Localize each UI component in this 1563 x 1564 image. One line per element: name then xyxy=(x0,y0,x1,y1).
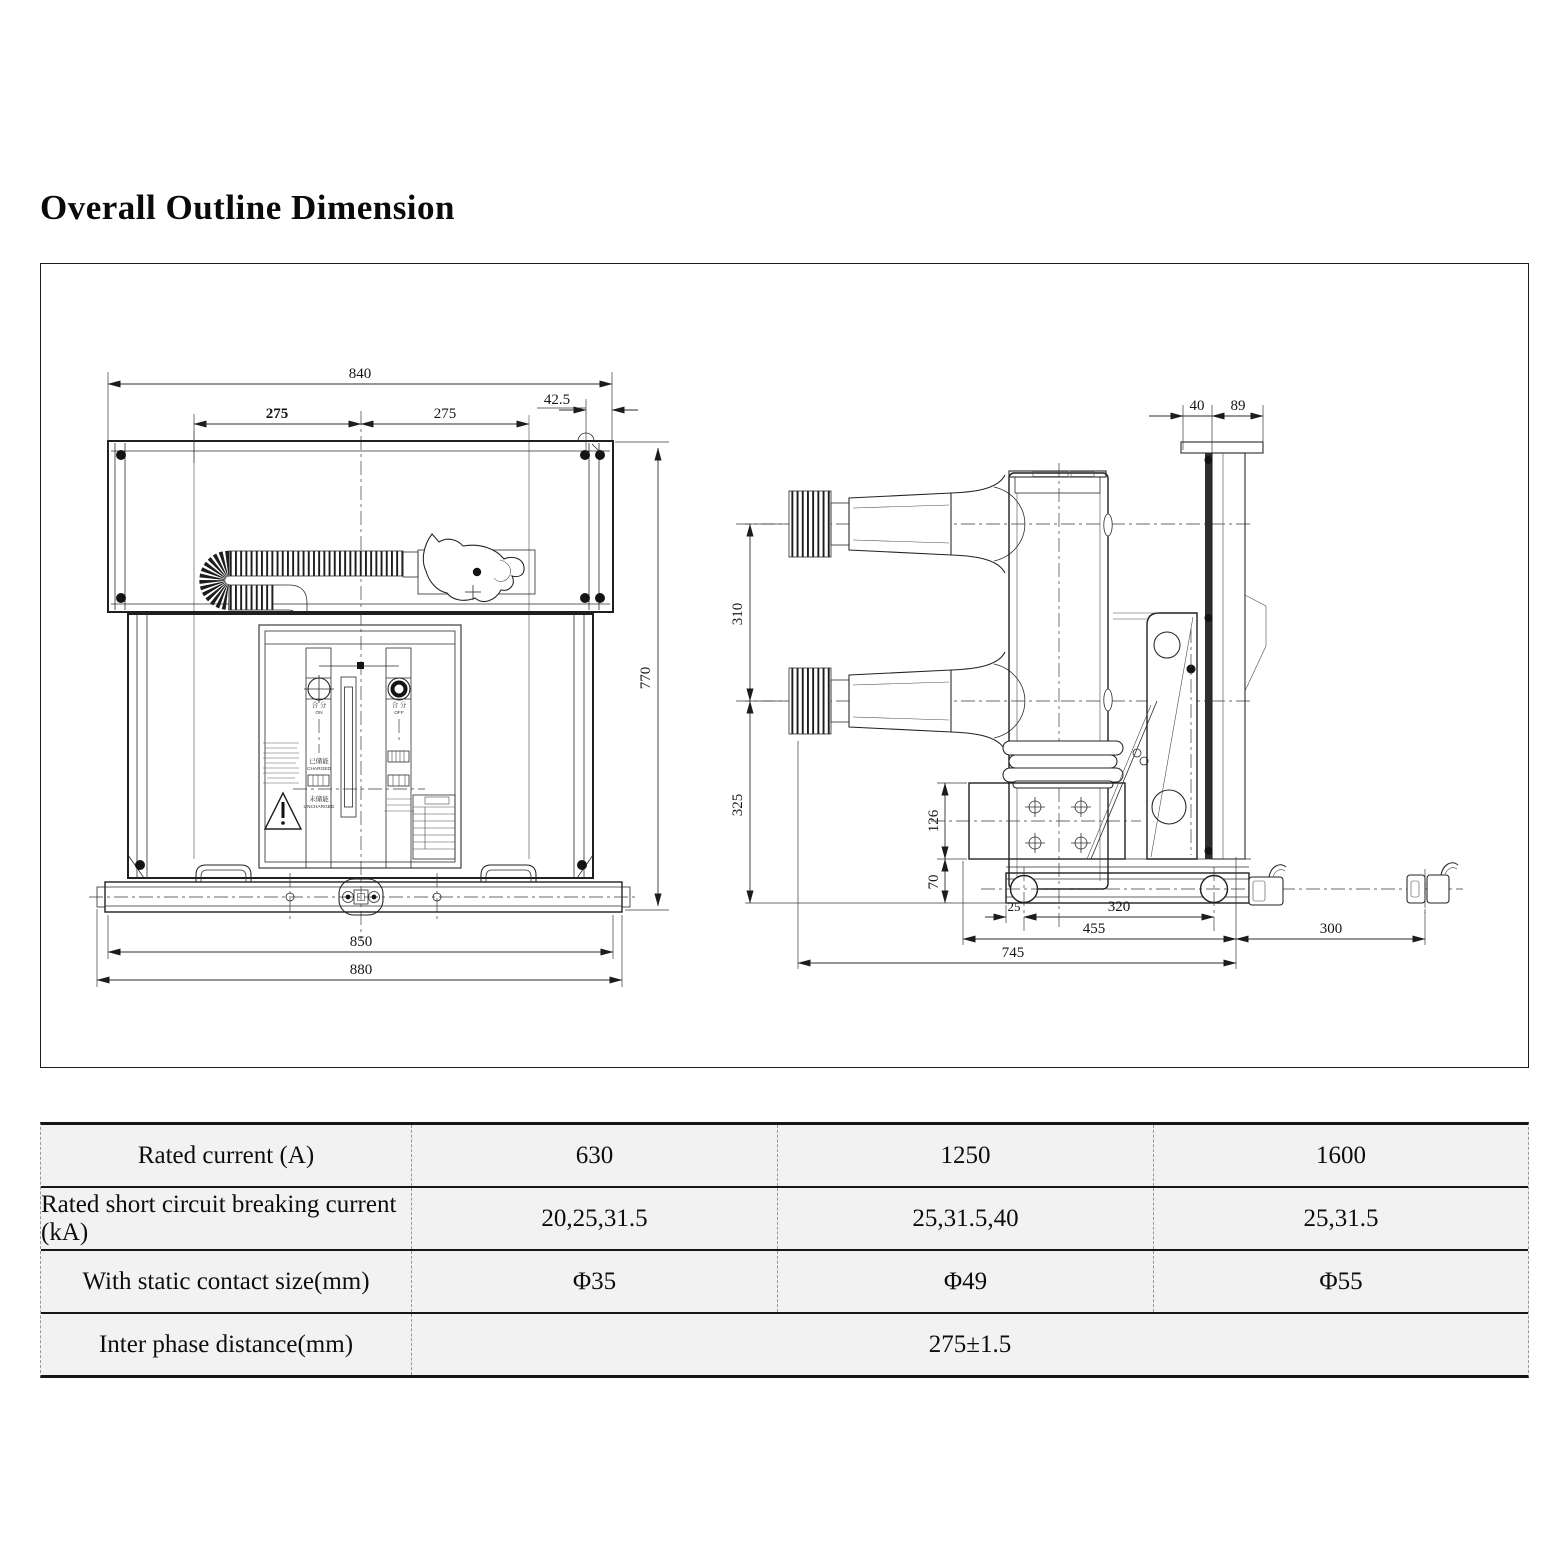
svg-text:850: 850 xyxy=(349,934,373,950)
terminal-box xyxy=(931,783,1141,859)
caution-text-block xyxy=(263,743,299,783)
svg-text:25: 25 xyxy=(1007,899,1021,914)
pole-column xyxy=(1009,471,1112,889)
side-view xyxy=(730,398,1463,969)
operation-counter xyxy=(388,751,409,762)
bolt-hole xyxy=(1071,797,1091,817)
page-title: Overall Outline Dimension xyxy=(40,188,455,227)
cell-value: 630 xyxy=(412,1125,778,1186)
dim-70 xyxy=(926,859,945,903)
bolt-hole xyxy=(1025,833,1045,853)
bolt-hole xyxy=(1071,833,1091,853)
dim-325 xyxy=(730,701,1009,903)
charged-label-cn: 已储能 xyxy=(309,758,329,765)
row-label: With static contact size(mm) xyxy=(41,1251,412,1312)
dim-42-5 xyxy=(537,392,638,453)
spec-table xyxy=(40,1122,1529,1378)
charged-label: CHARGED xyxy=(307,767,331,772)
rail-bracket xyxy=(1249,865,1286,905)
uncharged-label: UNCHARGED xyxy=(303,805,335,810)
svg-text:89: 89 xyxy=(1230,398,1246,414)
svg-text:745: 745 xyxy=(1001,945,1025,961)
row-label: Inter phase distance(mm) xyxy=(41,1314,412,1375)
svg-text:275: 275 xyxy=(265,406,289,422)
dim-770 xyxy=(615,442,669,910)
table-row-contact-size xyxy=(41,1251,1528,1314)
row-label: Rated short circuit breaking current (kA) xyxy=(41,1188,412,1249)
drawing-panel xyxy=(40,263,1529,1068)
svg-text:325: 325 xyxy=(730,793,746,817)
table-row-rated-current xyxy=(41,1125,1528,1188)
svg-text:840: 840 xyxy=(348,366,372,382)
dim-89 xyxy=(1212,398,1263,443)
cell-value: 1250 xyxy=(778,1125,1154,1186)
table-row-breaking-current xyxy=(41,1188,1528,1251)
svg-text:126: 126 xyxy=(926,809,942,833)
bellows xyxy=(1003,741,1123,788)
top-frame xyxy=(108,433,613,612)
dim-275-right xyxy=(361,406,529,424)
nameplate xyxy=(413,795,455,859)
control-panel xyxy=(259,625,461,868)
plate-hole xyxy=(1154,632,1180,658)
cell-value: Φ35 xyxy=(412,1251,778,1312)
svg-text:880: 880 xyxy=(349,962,373,978)
panel-label: 合 分 xyxy=(311,702,327,709)
outline-drawing xyxy=(39,262,1532,1071)
dim-850 xyxy=(108,915,613,959)
interlock-bracket xyxy=(1407,863,1458,913)
plate-hole xyxy=(1152,790,1186,824)
svg-text:42.5: 42.5 xyxy=(543,392,571,408)
svg-text:300: 300 xyxy=(1319,921,1343,937)
svg-text:320: 320 xyxy=(1107,899,1131,915)
cell-value: Φ49 xyxy=(778,1251,1154,1312)
base-rail xyxy=(89,865,637,919)
front-view xyxy=(89,366,669,987)
svg-text:275: 275 xyxy=(433,406,457,422)
dim-300 xyxy=(1236,909,1425,945)
breaker-body xyxy=(128,614,593,878)
cell-value: 25,31.5,40 xyxy=(778,1188,1154,1249)
panel-label: ON xyxy=(315,711,323,716)
travel-base xyxy=(969,859,1463,931)
svg-text:455: 455 xyxy=(1082,921,1106,937)
row-label: Rated current (A) xyxy=(41,1125,412,1186)
uncharged-label-cn: 未储能 xyxy=(309,796,329,803)
dim-275-left xyxy=(194,406,361,463)
panel-label: OFF xyxy=(394,711,404,716)
cell-value-span: 275±1.5 xyxy=(928,1330,1012,1358)
dim-320 xyxy=(1024,899,1214,917)
interlock-cam xyxy=(403,534,535,601)
cell-value: Φ55 xyxy=(1319,1267,1363,1295)
svg-text:770: 770 xyxy=(638,666,654,690)
warning-triangle-icon xyxy=(265,793,301,829)
bolt-hole xyxy=(1025,797,1045,817)
svg-text:40: 40 xyxy=(1189,398,1205,414)
svg-text:310: 310 xyxy=(730,602,746,626)
dim-310 xyxy=(730,524,787,701)
table-row-phase-distance xyxy=(41,1314,1528,1375)
svg-text:70: 70 xyxy=(926,874,942,890)
flexible-conduit xyxy=(212,551,403,612)
lifting-handle xyxy=(196,865,251,882)
lifting-handle xyxy=(481,865,536,882)
cell-value: 1600 xyxy=(1316,1141,1366,1169)
support-plate xyxy=(1087,613,1197,859)
cell-value: 20,25,31.5 xyxy=(412,1188,778,1249)
panel-label: 合 分 xyxy=(391,702,407,709)
dim-840 xyxy=(108,366,612,450)
cell-value: 25,31.5 xyxy=(1303,1204,1379,1232)
